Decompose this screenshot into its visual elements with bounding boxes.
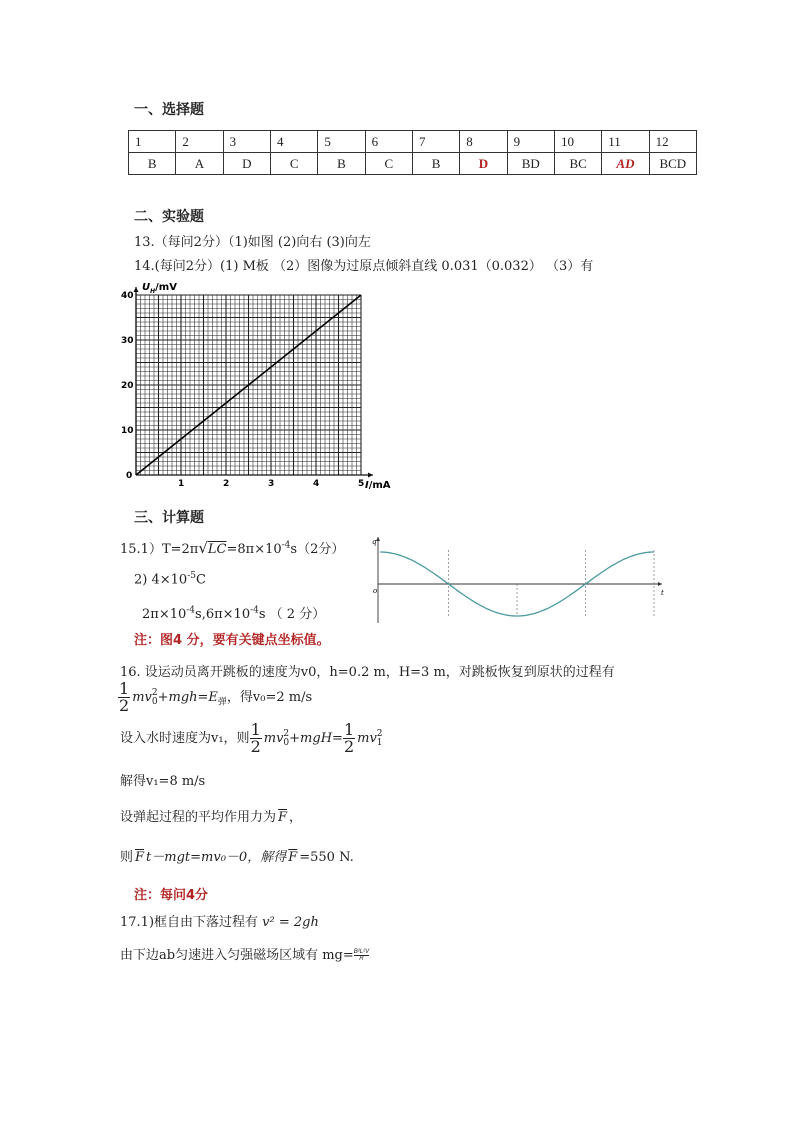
table-cell-number: 2 [176, 131, 223, 153]
section-title-calc: 三、计算题 [134, 510, 204, 526]
q13-answer: 13.（每问2分）（1)如图 (2)向右 (3)向左 [134, 235, 371, 250]
axis-line [378, 537, 662, 623]
table-cell-number: 8 [460, 131, 507, 153]
q15-part3: $2\pi\times 10^{-4}s,6\pi\times 10^{-4}s$ （ 2 分） [142, 605, 326, 622]
q16-line3: 设入水时速度为v₁，则 $\frac{1}{2}$ mv 2 0 +mgH= $\frac{1}{2}$ mv 2 1 [120, 720, 383, 756]
answer-table [128, 130, 697, 175]
table-cell-answer: AD [602, 153, 649, 175]
x-tick-label: 1 [178, 479, 185, 489]
q16-line5: 设弹起过程的平均作用力为 $\overline{F}$ ， [120, 810, 303, 825]
table-cell-answer: C [270, 153, 317, 175]
origin-label: o [373, 587, 378, 595]
table-cell-number: 10 [554, 131, 601, 153]
table-cell-number: 12 [649, 131, 696, 153]
table-cell-number: 5 [318, 131, 365, 153]
q16-line6: 则 $\overline{F}$ t－mgt=mv₀－0，解得 $\overline{F} =550$ N. [120, 850, 354, 865]
table-cell-answer: B [129, 153, 176, 175]
table-cell-answer: B [318, 153, 365, 175]
q15-part2: 2) $4\times 10^{-5}C$ [134, 571, 206, 588]
x-tick-label: 4 [313, 479, 320, 489]
q17-line1: 17.1)框自由下落过程有 v² = 2gh [120, 915, 319, 930]
table-cell-number: 3 [223, 131, 270, 153]
note-q15: 注：图4 分，要有关键点坐标值。 [134, 633, 330, 648]
y-axis-label: $U_H/mV$ [142, 282, 177, 295]
section-title-choice: 一、选择题 [134, 102, 204, 118]
table-row [129, 131, 697, 153]
table-cell-answer: BD [507, 153, 554, 175]
table-cell-answer: C [365, 153, 412, 175]
table-row [129, 153, 697, 175]
q17-line2: 由下边ab匀速进入匀强磁场区域有 mg= $\frac{\text{B²L²V}}{R}$ [120, 948, 370, 963]
table-cell-number: 1 [129, 131, 176, 153]
y-tick-label: 0 [126, 471, 133, 481]
table-cell-number: 9 [507, 131, 554, 153]
y-tick-label: 20 [121, 381, 134, 391]
table-cell-answer: D [223, 153, 270, 175]
table-cell-number: 6 [365, 131, 412, 153]
q16-line1: 16. 设运动员离开跳板的速度为v0，h=0.2 m，H=3 m，对跳板恢复到原状的过程有 [120, 665, 615, 680]
note-q16: 注：每问4分 [134, 888, 209, 903]
table-cell-answer: A [176, 153, 223, 175]
q15-part1: $15.1)T=2\pi√LC=8\pi\times 10^{-4}s(2$分） [120, 539, 345, 557]
t-axis-label: t [661, 589, 664, 597]
x-tick-label: 2 [223, 479, 230, 489]
y-tick-label: 30 [121, 336, 134, 346]
table-cell-number: 4 [270, 131, 317, 153]
table-cell-answer: BC [554, 153, 601, 175]
section-title-experiment: 二、实验题 [134, 209, 204, 225]
q16-line2: $\frac{1}{2}$ mv 2 0 $+mgh=E_弹$，得v₀=2 m/s [119, 679, 313, 715]
ui-graph [112, 278, 402, 496]
x-tick-label: 5 [358, 479, 365, 489]
table-cell-number: 11 [602, 131, 649, 153]
qt-graph [366, 535, 668, 625]
table-cell-answer: D [460, 153, 507, 175]
graph-axes [376, 537, 662, 623]
table-cell-number: 7 [412, 131, 459, 153]
table-cell-answer: B [412, 153, 459, 175]
y-tick-label: 40 [121, 291, 134, 301]
q14-answer: 14.(每问2分）(1) M板 （2）图像为过原点倾斜直线 0.031（0.032） （3）有 [134, 259, 594, 274]
x-axis-label: I/mA [365, 480, 391, 491]
q16-line4: 解得v₁=8 m/s [120, 774, 206, 789]
table-cell-answer: BCD [649, 153, 696, 175]
x-tick-label: 3 [268, 479, 275, 489]
q-axis-label: q [372, 538, 377, 546]
y-tick-label: 10 [121, 426, 134, 436]
